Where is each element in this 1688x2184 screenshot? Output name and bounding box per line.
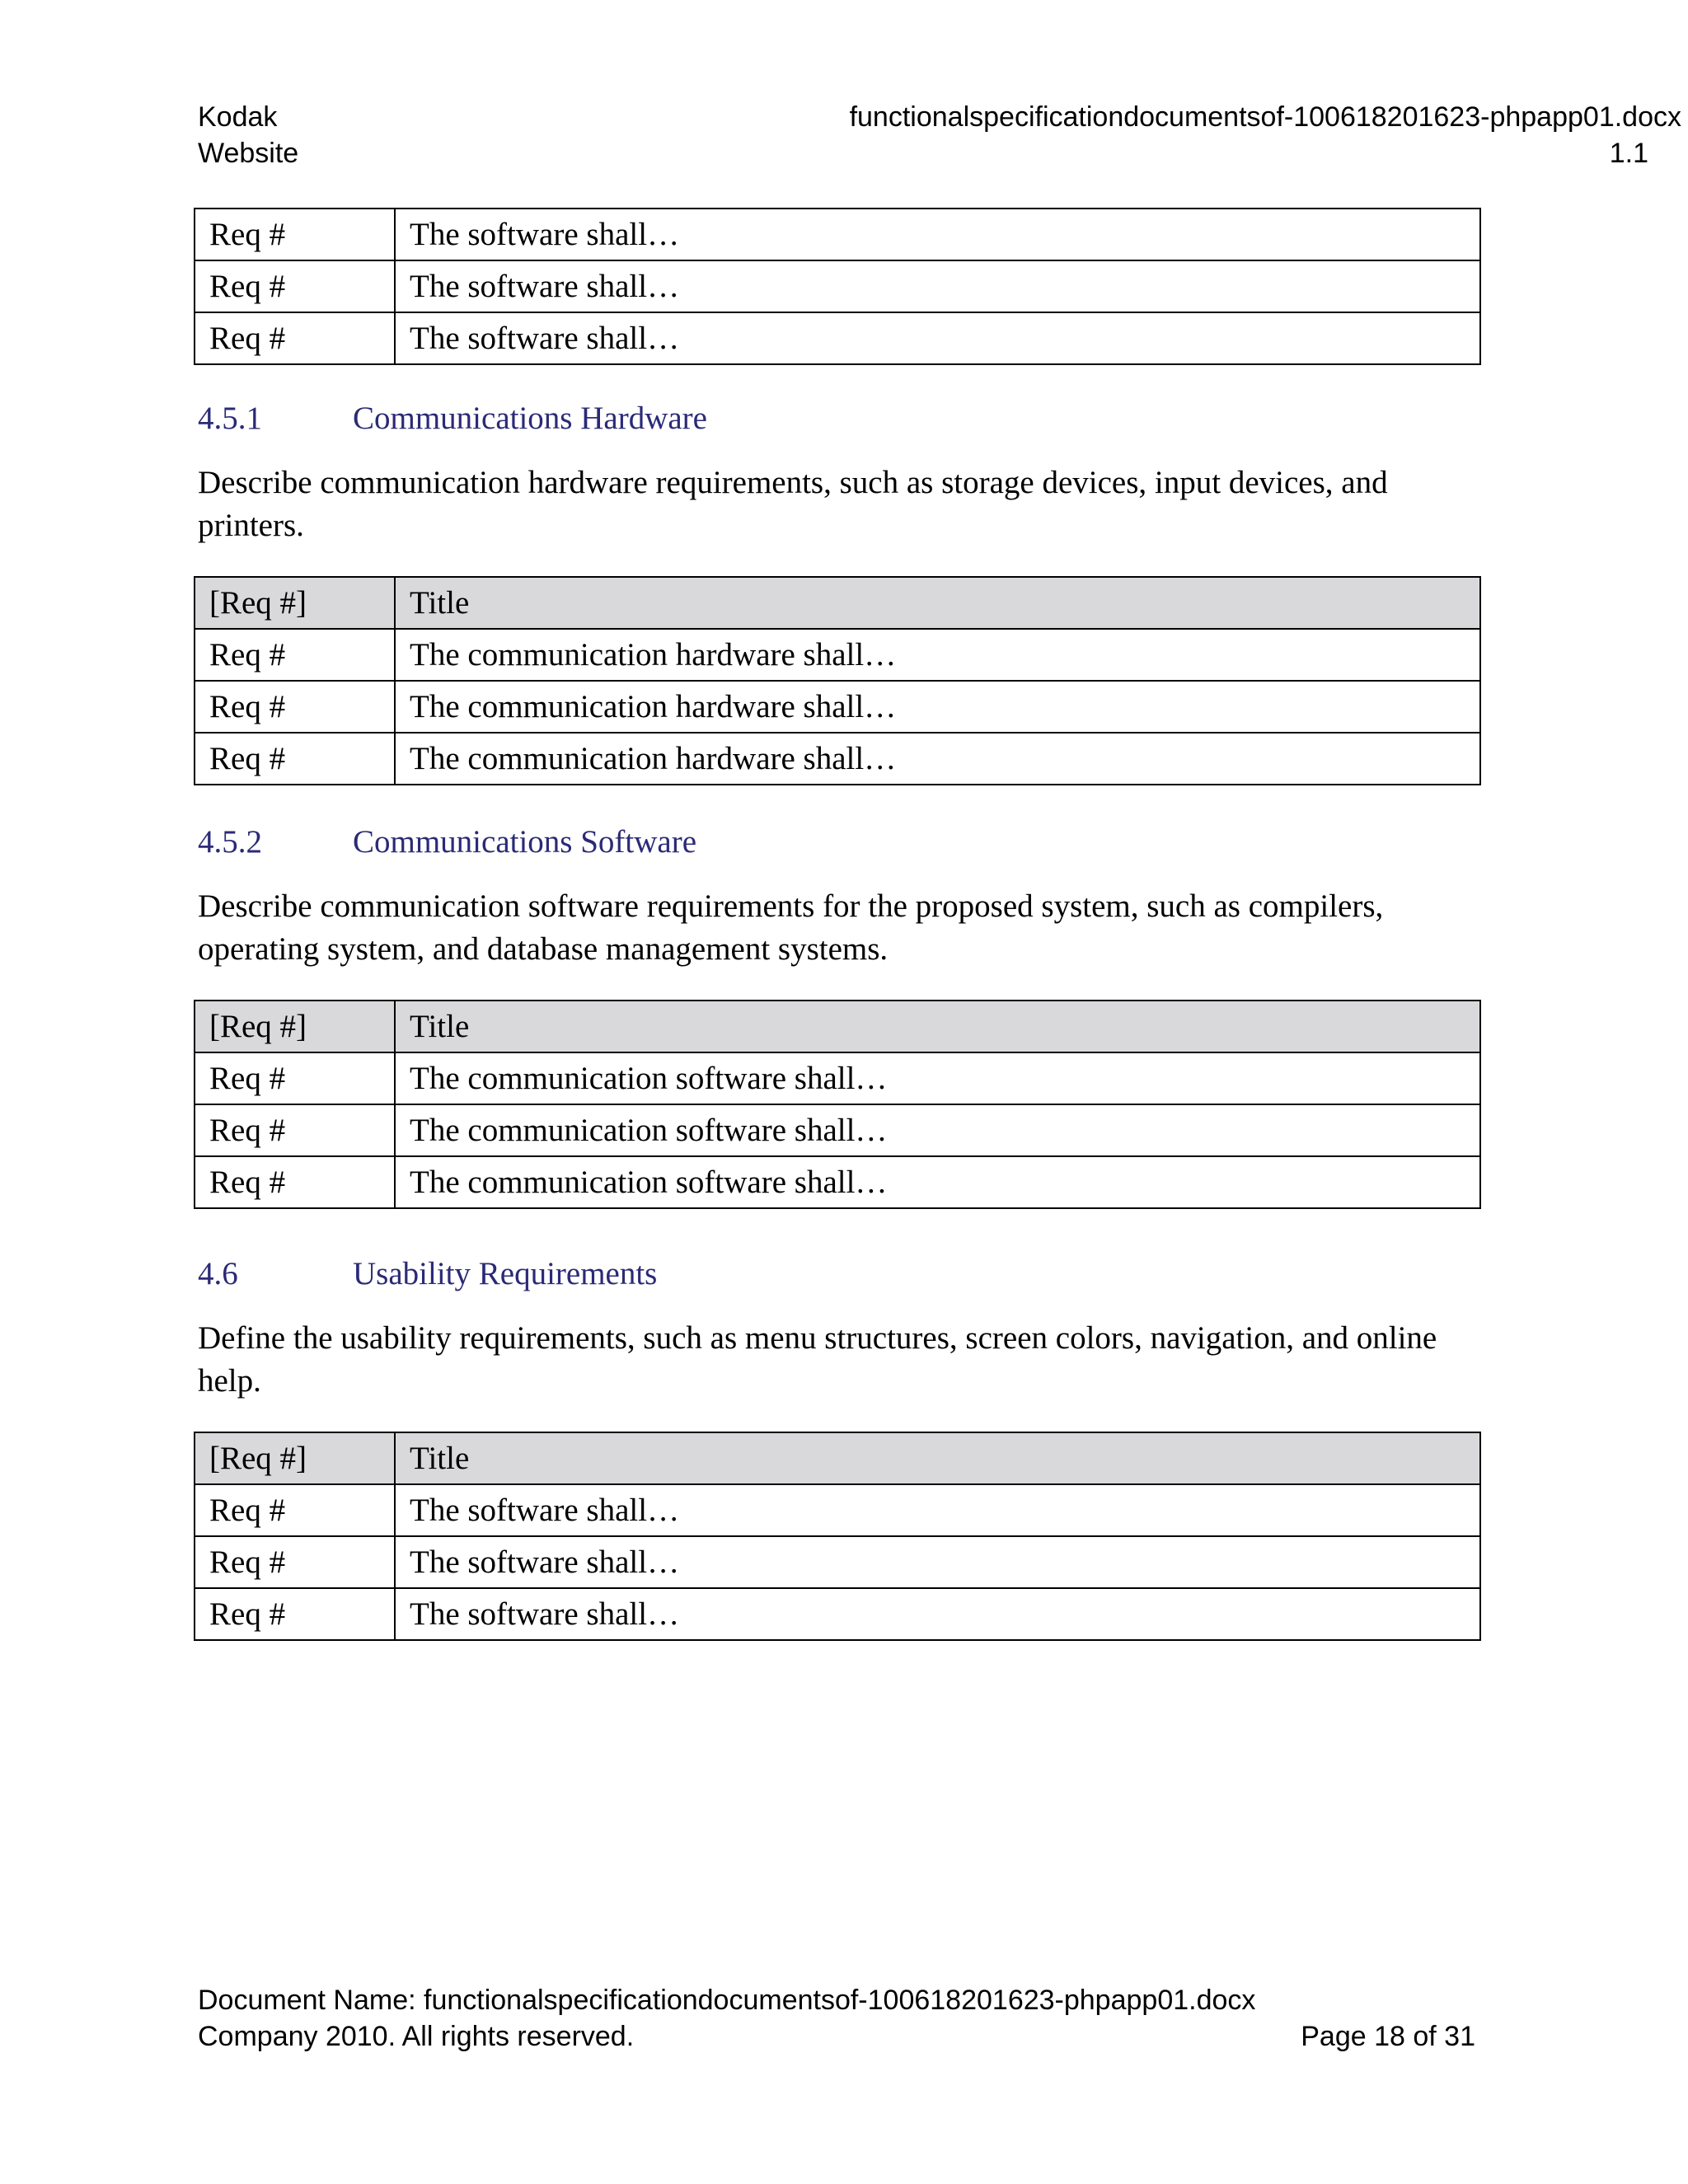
column-header-title: Title [395,1432,1480,1484]
section-description: Define the usability requirements, such as menu structures, screen colors, navigation, and online help. [198,1320,1437,1399]
req-text-cell: The software shall… [395,1588,1480,1640]
section-description: Describe communication software requirements for the proposed system, such as compilers, operating system, and database management systems. [198,888,1384,967]
header-company: Kodak [198,101,278,133]
section-title: Usability Requirements [353,1256,658,1291]
header-version: 1.1 [1609,138,1648,169]
req-id-cell: Req # [195,1588,395,1640]
column-header-title: Title [395,1001,1480,1052]
section-number: 4.5.1 [198,401,262,436]
section-number: 4.6 [198,1256,238,1291]
column-header-req: [Req #] [195,1001,395,1052]
req-id-cell: Req # [195,1484,395,1536]
table-row [195,1156,1480,1208]
req-id-cell: Req # [195,1104,395,1156]
table-row [195,209,1480,260]
req-id-cell: Req # [195,733,395,785]
footer-page-number: Page 18 of 31 [1301,2021,1475,2052]
table-row [195,1588,1480,1640]
req-text-cell: The software shall… [395,1536,1480,1588]
header-left [198,99,298,171]
section-heading-4-6 [198,1254,657,1294]
section-title: Communications Hardware [353,401,707,436]
req-text-cell: The software shall… [395,209,1480,260]
column-header-req: [Req #] [195,577,395,629]
column-header-req: [Req #] [195,1432,395,1484]
table-row [195,733,1480,785]
table-row [195,1052,1480,1104]
table-row [195,1484,1480,1536]
section-heading-4-5-1 [198,399,707,438]
header-filename: functionalspecificationdocumentsof-100618201623-phpapp01.docx [849,101,1681,133]
req-id-cell: Req # [195,260,395,312]
footer-document-name: Document Name: functionalspecificationdocumentsof-100618201623-phpapp01.docx [198,1985,1256,2016]
table-header-row [195,577,1480,629]
requirements-table-hardware [194,576,1481,785]
table-row [195,1536,1480,1588]
footer-copyright: Company 2010. All rights reserved. [198,2021,635,2052]
header-right [824,99,1681,171]
table-row [195,1104,1480,1156]
req-text-cell: The communication software shall… [395,1156,1480,1208]
section-description: Describe communication hardware requirements, such as storage devices, input devices, and printers. [198,465,1388,543]
req-text-cell: The communication hardware shall… [395,681,1480,733]
req-id-cell: Req # [195,1052,395,1104]
req-text-cell: The software shall… [395,260,1480,312]
req-id-cell: Req # [195,629,395,681]
table-row [195,312,1480,364]
requirements-table-usability [194,1432,1481,1641]
footer-left [198,1982,1255,2055]
req-id-cell: Req # [195,1536,395,1588]
table-header-row [195,1432,1480,1484]
column-header-title: Title [395,577,1480,629]
req-text-cell: The software shall… [395,1484,1480,1536]
table-row [195,260,1480,312]
section-title: Communications Software [353,824,697,860]
table-row [195,681,1480,733]
requirements-table-software [194,1000,1481,1209]
req-text-cell: The communication hardware shall… [395,629,1480,681]
req-text-cell: The communication hardware shall… [395,733,1480,785]
table-header-row [195,1001,1480,1052]
req-text-cell: The software shall… [395,312,1480,364]
section-heading-4-5-2 [198,823,696,862]
req-text-cell: The communication software shall… [395,1052,1480,1104]
req-id-cell: Req # [195,681,395,733]
req-id-cell: Req # [195,312,395,364]
section-number: 4.5.2 [198,824,262,860]
header-project: Website [198,138,299,169]
req-text-cell: The communication software shall… [395,1104,1480,1156]
requirements-table-top [194,208,1481,365]
table-row [195,629,1480,681]
req-id-cell: Req # [195,209,395,260]
req-id-cell: Req # [195,1156,395,1208]
